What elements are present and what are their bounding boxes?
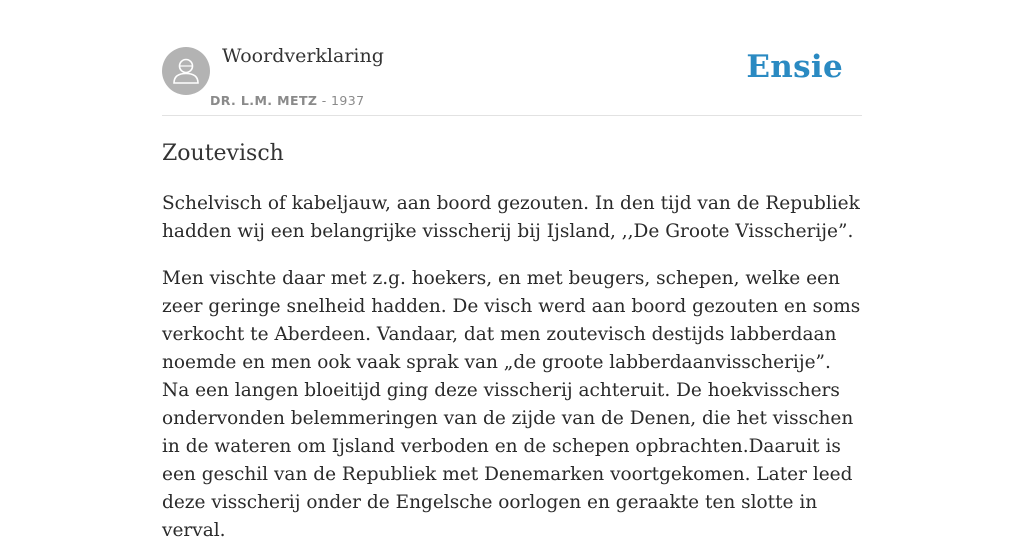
header bbox=[162, 0, 862, 116]
source-meta bbox=[210, 93, 364, 108]
avatar-glyph bbox=[162, 47, 210, 95]
author-name[interactable]: DR. L.M. METZ bbox=[210, 93, 318, 108]
entry-title: Zoutevisch bbox=[162, 141, 284, 166]
article bbox=[162, 138, 862, 545]
meta-separator: - bbox=[317, 93, 332, 108]
source-title[interactable]: Woordverklaring bbox=[222, 45, 384, 67]
paragraph-2: Men vischte daar met z.g. hoekers, en met beugers, schepen, welke een zeer geringe snelheid hadden. De visch werd aan boord gezouten en soms verkocht te Aberdeen. Vandaar, dat men zoutevisch destijds labberdaan noemde en men ook vaak sprak van „de groote labberdaanvisscherije”. Na een langen bloeitijd ging deze visscherij achteruit. De hoekvisschers ondervonden belemmeringen van de zijde van de Denen, die het visschen in de wateren om Ijsland verboden en de schepen opbrachten.Daaruit is een geschil van de Republiek met Denemarken voortgekomen. Later leed deze visscherij onder de Engelsche oorlogen en geraakte ten slotte in verval. bbox=[162, 268, 861, 541]
paragraph-1: Schelvisch of kabeljauw, aan boord gezouten. In den tijd van de Republiek hadden wij een belangrijke visscherij bij Ijsland, ,,De Groote Visscherije”. bbox=[162, 193, 860, 242]
user-icon[interactable] bbox=[162, 47, 210, 95]
ensie-logo[interactable]: Ensie bbox=[746, 49, 843, 85]
publication-year: 1937 bbox=[331, 93, 365, 108]
